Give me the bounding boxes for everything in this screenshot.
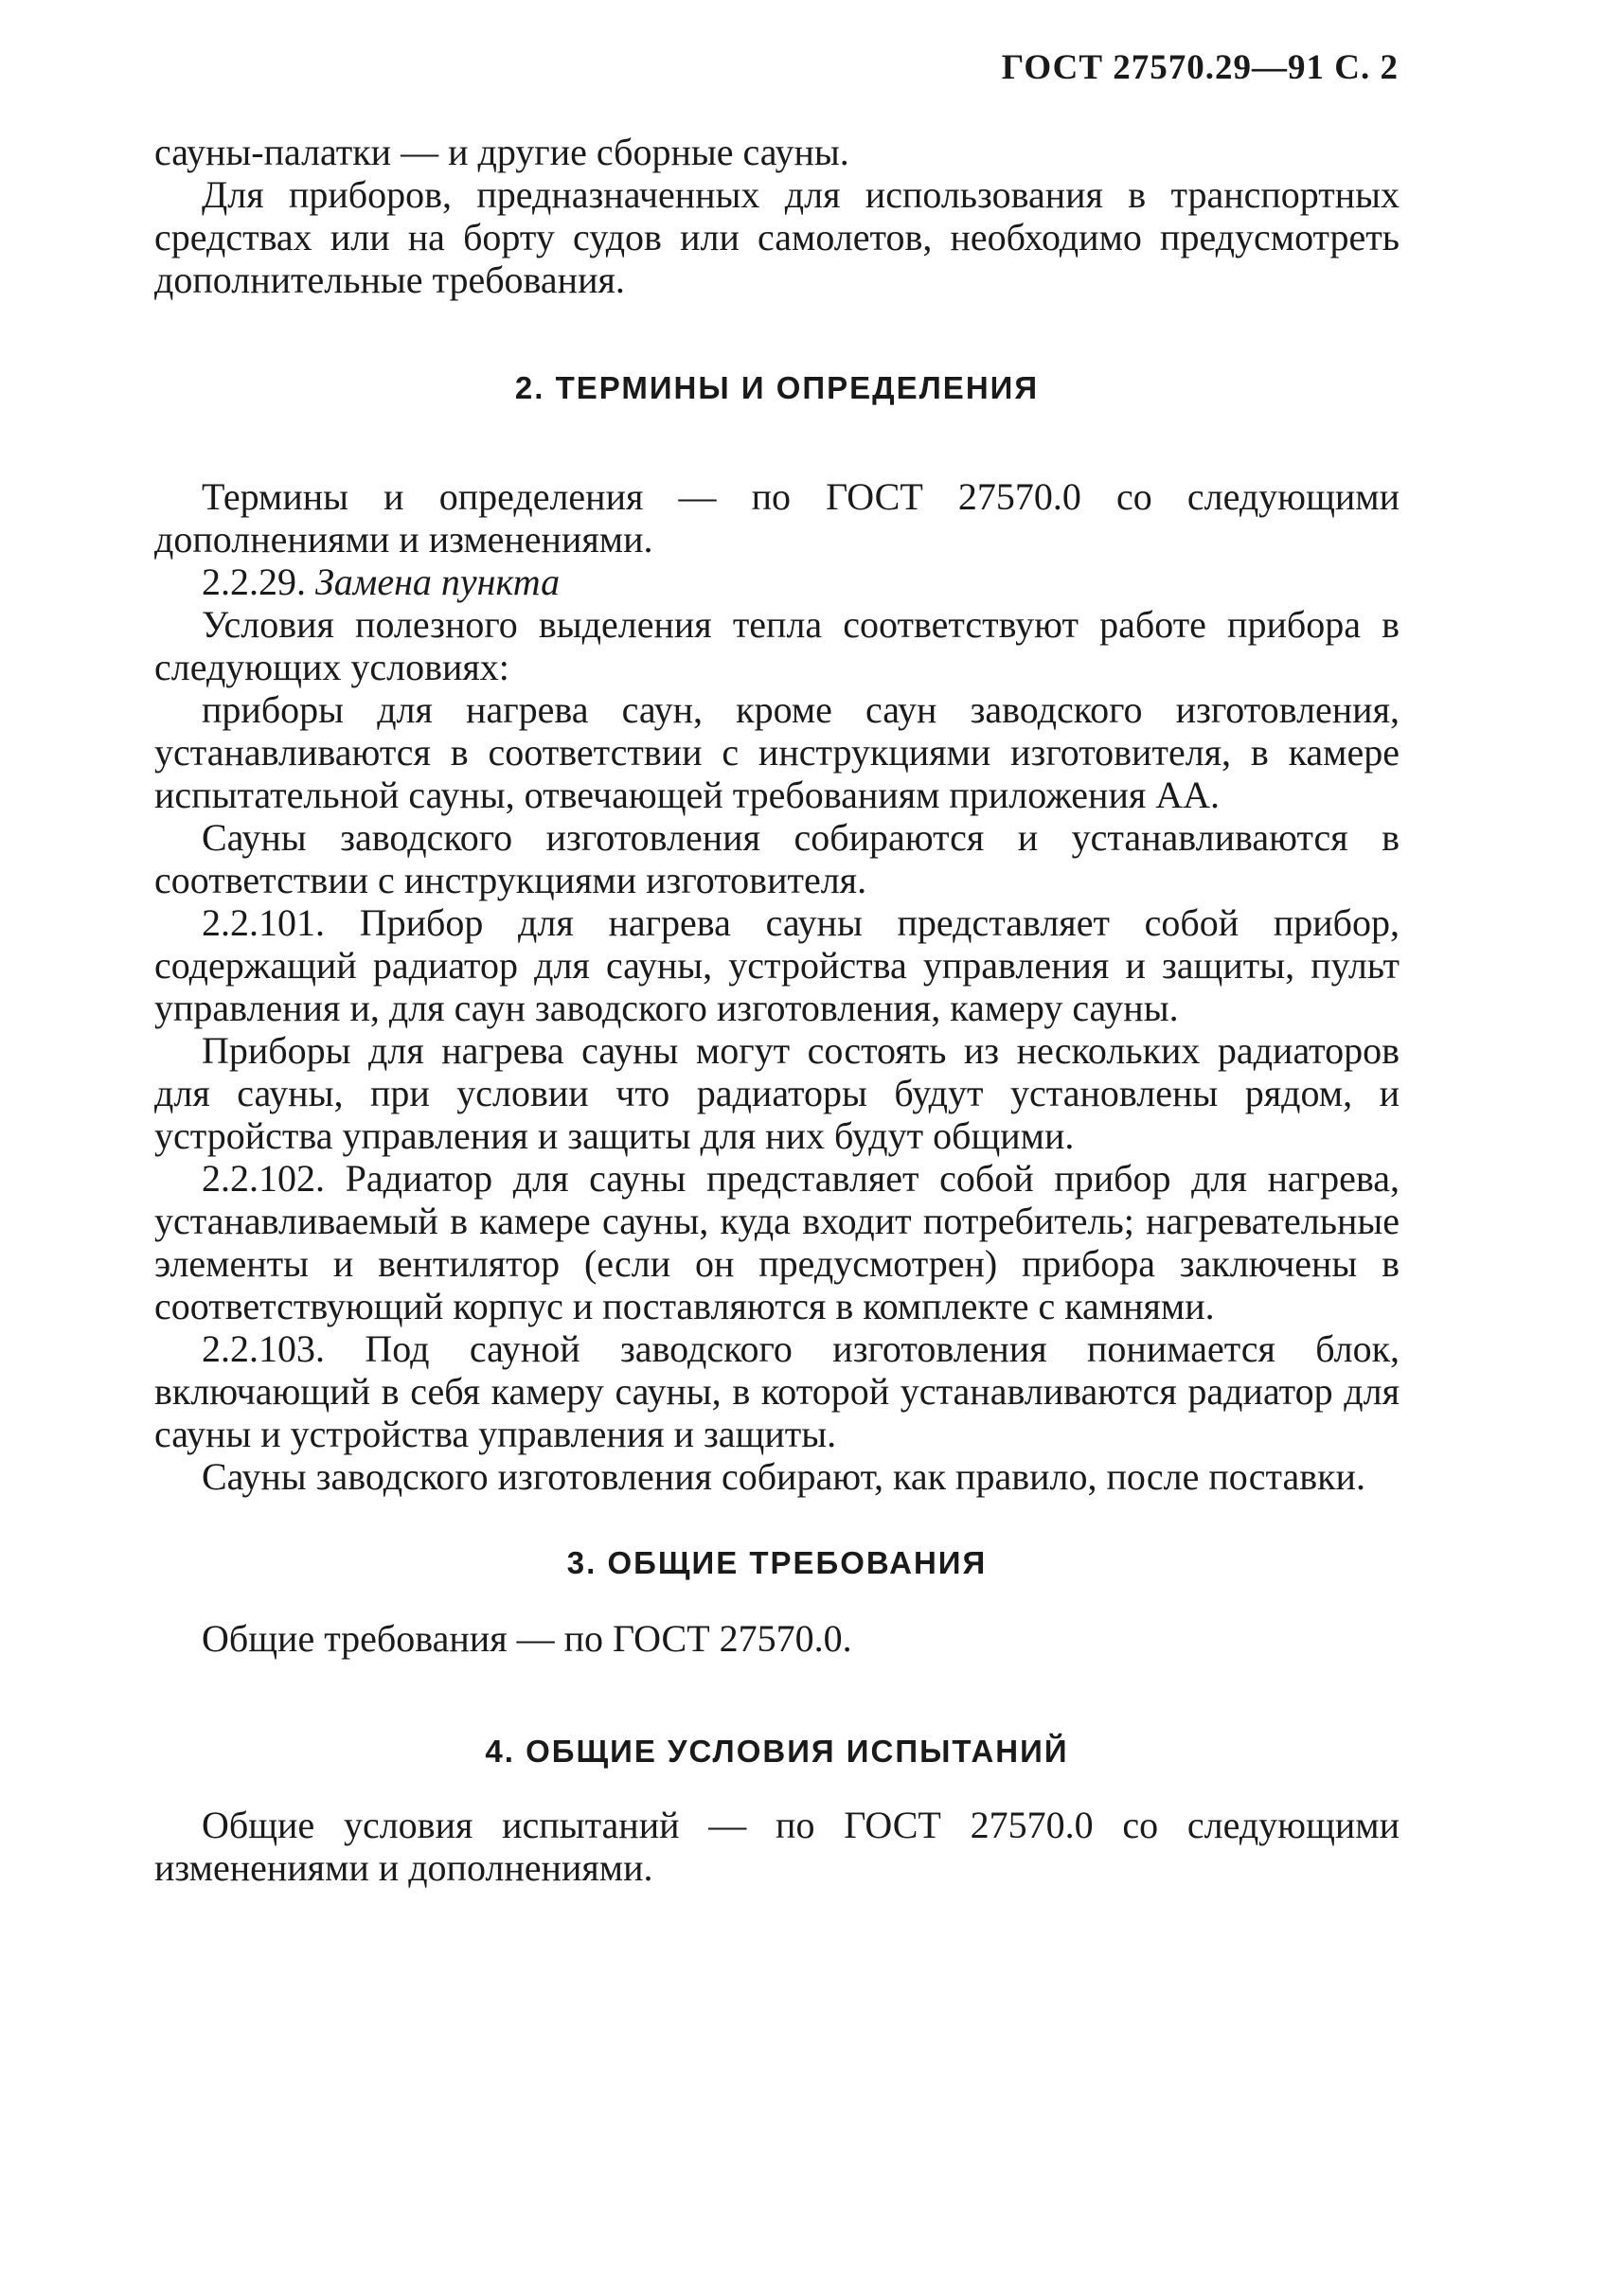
section-3-paragraph-1: Общие требования — по ГОСТ 27570.0. (202, 1617, 852, 1660)
running-header: ГОСТ 27570.29—91 С. 2 (1001, 48, 1399, 87)
section-2-clause-2-2-102: 2.2.102. Радиатор для сауны представляет собой прибор для нагрева, устанавливаемый в камере сауны, куда входит потребитель; нагревательные элементы и вентилятор (если он предусмотрен) прибора заключены в соответствующий корпус и поставляются в комплекте с камнями. (154, 1157, 1400, 1327)
page-content (154, 131, 1400, 1889)
section-2-clause-2-2-101: 2.2.101. Прибор для нагрева сауны представляет собой прибор, содержащий радиатор для сауны, устройства управления и защиты, пульт управления и, для саун заводского изготовления, камеру сауны. (154, 901, 1400, 1029)
section-2-paragraph-3: Условия полезного выделения тепла соответствуют работе прибора в следующих условиях: (154, 603, 1400, 688)
section-2-paragraph-5: Сауны заводского изготовления собираются и устанавливаются в соответствии с инструкциями изготовителя. (154, 816, 1400, 901)
section-2-clause-2-2-29 (154, 561, 1400, 603)
section-3-heading: 3. ОБЩИЕ ТРЕБОВАНИЯ (566, 1545, 988, 1580)
section-4-paragraph-1: Общие условия испытаний — по ГОСТ 27570.0 со следующими изменениями и дополнениями. (154, 1804, 1400, 1889)
section-2-paragraph-4: приборы для нагрева саун, кроме саун заводского изготовления, устанавливаются в соответствии с инструкциями изготовителя, в камере испытательной сауны, отвечающей требованиям приложения АА. (154, 688, 1400, 816)
section-2-clause-2-2-103: 2.2.103. Под сауной заводского изготовления понимается блок, включающий в себя камеру сауны, в которой устанавливаются радиатор для сауны и устройства управления и защиты. (154, 1327, 1400, 1455)
section-2-paragraph-7: Приборы для нагрева сауны могут состоять из нескольких радиаторов для сауны, при условии что радиаторы будут установлены рядом, и устройства управления и защиты для них будут общими. (154, 1029, 1400, 1157)
intro-paragraph-2: Для приборов, предназначенных для использования в транспортных средствах или на борту судов или самолетов, необходимо предусмотреть дополнительные требования. (154, 173, 1400, 301)
intro-paragraph-1: сауны-палатки — и другие сборные сауны. (154, 131, 849, 173)
section-2-paragraph-1: Термины и определения — по ГОСТ 27570.0 со следующими дополнениями и изменениями. (154, 475, 1400, 561)
section-2-heading: 2. ТЕРМИНЫ И ОПРЕДЕЛЕНИЯ (514, 370, 1040, 405)
clause-title: Замена пункта (315, 561, 561, 603)
section-2-paragraph-10: Сауны заводского изготовления собирают, как правило, после поставки. (202, 1455, 1365, 1498)
clause-number: 2.2.29. (202, 561, 306, 603)
section-4-heading: 4. ОБЩИЕ УСЛОВИЯ ИСПЫТАНИЙ (485, 1734, 1069, 1769)
